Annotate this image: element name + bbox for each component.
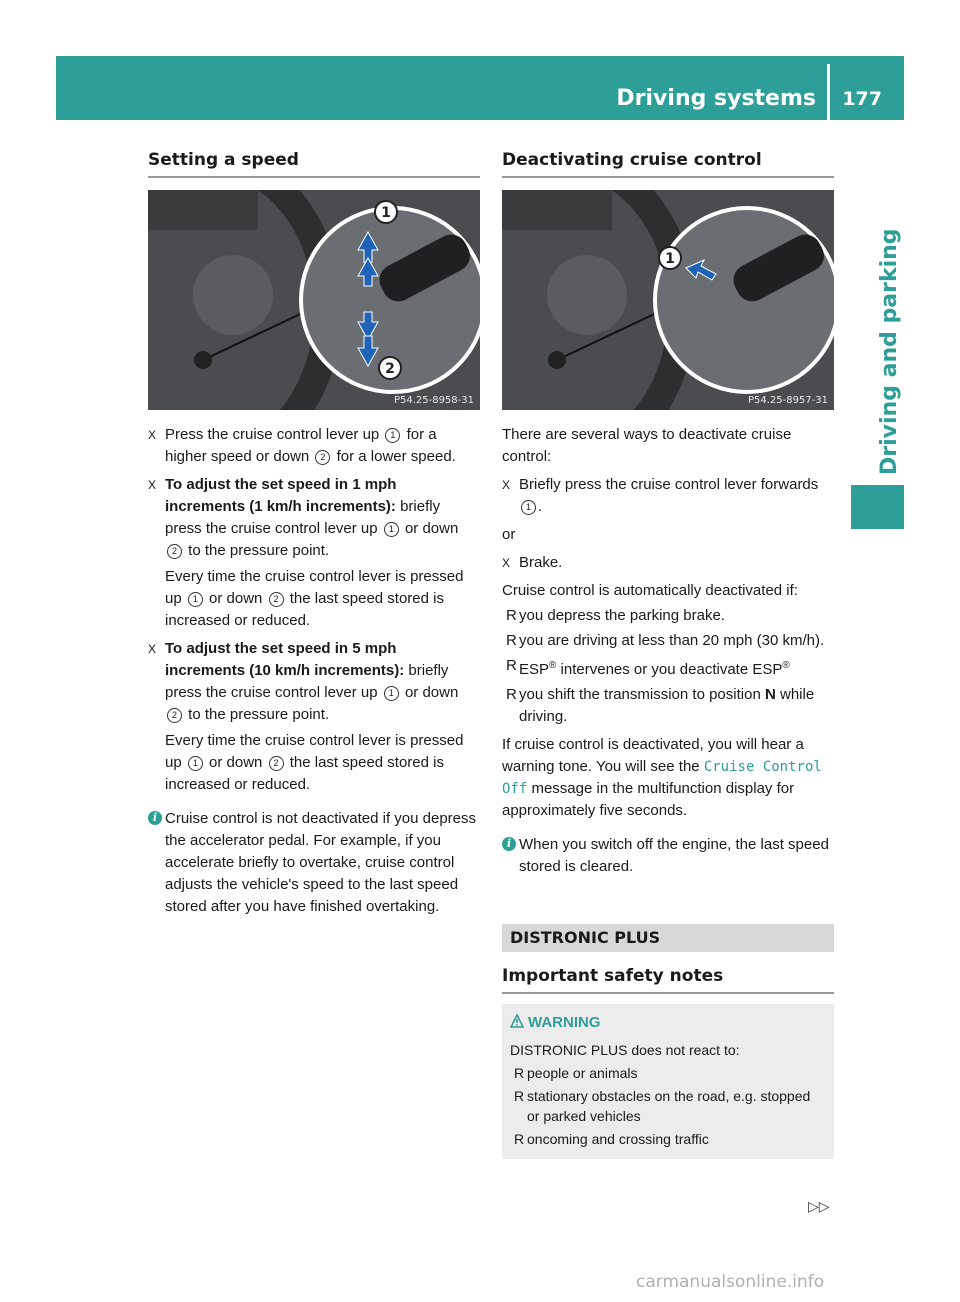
deactivate-intro: There are several ways to deactivate cruise control: xyxy=(502,426,792,465)
step-brake: X Brake. xyxy=(502,552,834,574)
steering-wheel-illustration xyxy=(148,190,480,410)
bullet-dot-icon: R xyxy=(506,686,517,703)
watermark: carmanualsonline.info xyxy=(636,1272,825,1292)
side-tab xyxy=(851,120,904,485)
figure-code: P54.25-8957-31 xyxy=(747,395,828,406)
bullet-parking-brake: R you depress the parking brake. xyxy=(502,605,834,627)
info-icon: i xyxy=(148,811,162,825)
right-column xyxy=(502,150,834,1159)
step-1mph-increments: X To adjust the set speed in 1 mph increments (1 km/h increments): briefly press the cruise control lever up 1 or down 2 to the pressure point. Every time the cruise control lever is pressed up 1 or down 2 the last speed stored is increased or reduced. xyxy=(148,474,480,632)
warning-box xyxy=(502,1004,834,1159)
side-tab-label: Driving and parking xyxy=(877,228,902,475)
callout-1-inline: 1 xyxy=(385,428,400,443)
warning-item: R stationary obstacles on the road, e.g. stopped or parked vehicles xyxy=(514,1088,811,1124)
bullet-dot-icon: R xyxy=(514,1088,525,1104)
bullet-dot-icon: R xyxy=(514,1065,525,1081)
bullet-dot-icon: R xyxy=(506,657,517,674)
figure-code: P54.25-8958-31 xyxy=(393,395,474,406)
step-marker-icon: X xyxy=(148,428,157,442)
bullet-dot-icon: R xyxy=(506,607,517,624)
step-press-forward: X Briefly press the cruise control lever forwards 1 . xyxy=(502,476,819,515)
display-message: Cruise Control Off xyxy=(502,759,822,797)
header-divider xyxy=(827,64,830,120)
step-1mph-note: Every time the cruise control lever is pressed up 1 or down 2 the last speed stored is increased or reduced. xyxy=(165,568,464,629)
or-text: or xyxy=(502,526,516,543)
step-marker-icon: X xyxy=(502,478,511,492)
step-5mph-increments: X To adjust the set speed in 5 mph increments (10 km/h increments): briefly press the cruise control lever up 1 or down 2 to the pressure point. Every time the cruise control lever is pressed up 1 or down 2 the last speed stored is increased or reduced. xyxy=(148,638,480,796)
info-accelerator: i Cruise control is not deactivated if you depress the accelerator pedal. For example, if you accelerate briefly to overtake, cruise control adjusts the vehicle's speed to the last speed stored after you have finished overtaking. xyxy=(148,808,480,918)
heading-safety-notes: Important safety notes xyxy=(502,966,834,994)
info-icon: i xyxy=(502,837,516,851)
auto-deactivate-intro: Cruise control is automatically deactivated if: xyxy=(502,582,798,599)
bullet-low-speed: R you are driving at less than 20 mph (30 km/h). xyxy=(502,630,834,652)
section-distronic-plus: DISTRONIC PLUS xyxy=(502,924,834,952)
warning-triangle-icon xyxy=(510,1014,524,1028)
info-engine-off: i When you switch off the engine, the last speed stored is cleared. xyxy=(502,834,834,878)
bullet-neutral: R you shift the transmission to position N while driving. xyxy=(506,686,815,725)
warning-intro: DISTRONIC PLUS does not react to: xyxy=(510,1042,740,1058)
heading-deactivating: Deactivating cruise control xyxy=(502,150,834,178)
step-marker-icon: X xyxy=(148,478,157,492)
warning-item: R oncoming and crossing traffic xyxy=(514,1131,709,1147)
warning-title: WARNING xyxy=(510,1012,824,1034)
warning-item: R people or animals xyxy=(514,1065,638,1081)
page-header xyxy=(56,56,904,120)
deactivated-message: If cruise control is deactivated, you will hear a warning tone. You will see the Cruise Control Off message in the multifunction display for approximately five seconds. xyxy=(502,736,822,819)
steering-wheel-illustration xyxy=(502,190,834,410)
chapter-title: Driving systems xyxy=(616,86,816,111)
callout-2: 2 xyxy=(385,361,395,377)
step-5mph-note: Every time the cruise control lever is pressed up 1 or down 2 the last speed stored is increased or reduced. xyxy=(165,732,464,793)
step-marker-icon: X xyxy=(502,556,511,570)
figure-deactivating xyxy=(502,190,834,410)
continue-arrow-icon: ▷▷ xyxy=(808,1198,830,1214)
page-number: 177 xyxy=(842,88,882,110)
bullet-dot-icon: R xyxy=(506,632,517,649)
bullet-esp: R ESP® intervenes or you deactivate ESP® xyxy=(506,657,790,678)
left-column xyxy=(148,150,480,918)
callout-1: 1 xyxy=(381,205,391,221)
figure-setting-speed xyxy=(148,190,480,410)
step-press-lever: X Press the cruise control lever up 1 for a higher speed or down 2 for a lower speed. xyxy=(148,426,456,465)
step-marker-icon: X xyxy=(148,642,157,656)
callout-1: 1 xyxy=(665,251,675,267)
bullet-dot-icon: R xyxy=(514,1131,525,1147)
callout-2-inline: 2 xyxy=(315,450,330,465)
side-tab-block xyxy=(851,485,904,529)
heading-setting-speed: Setting a speed xyxy=(148,150,480,178)
